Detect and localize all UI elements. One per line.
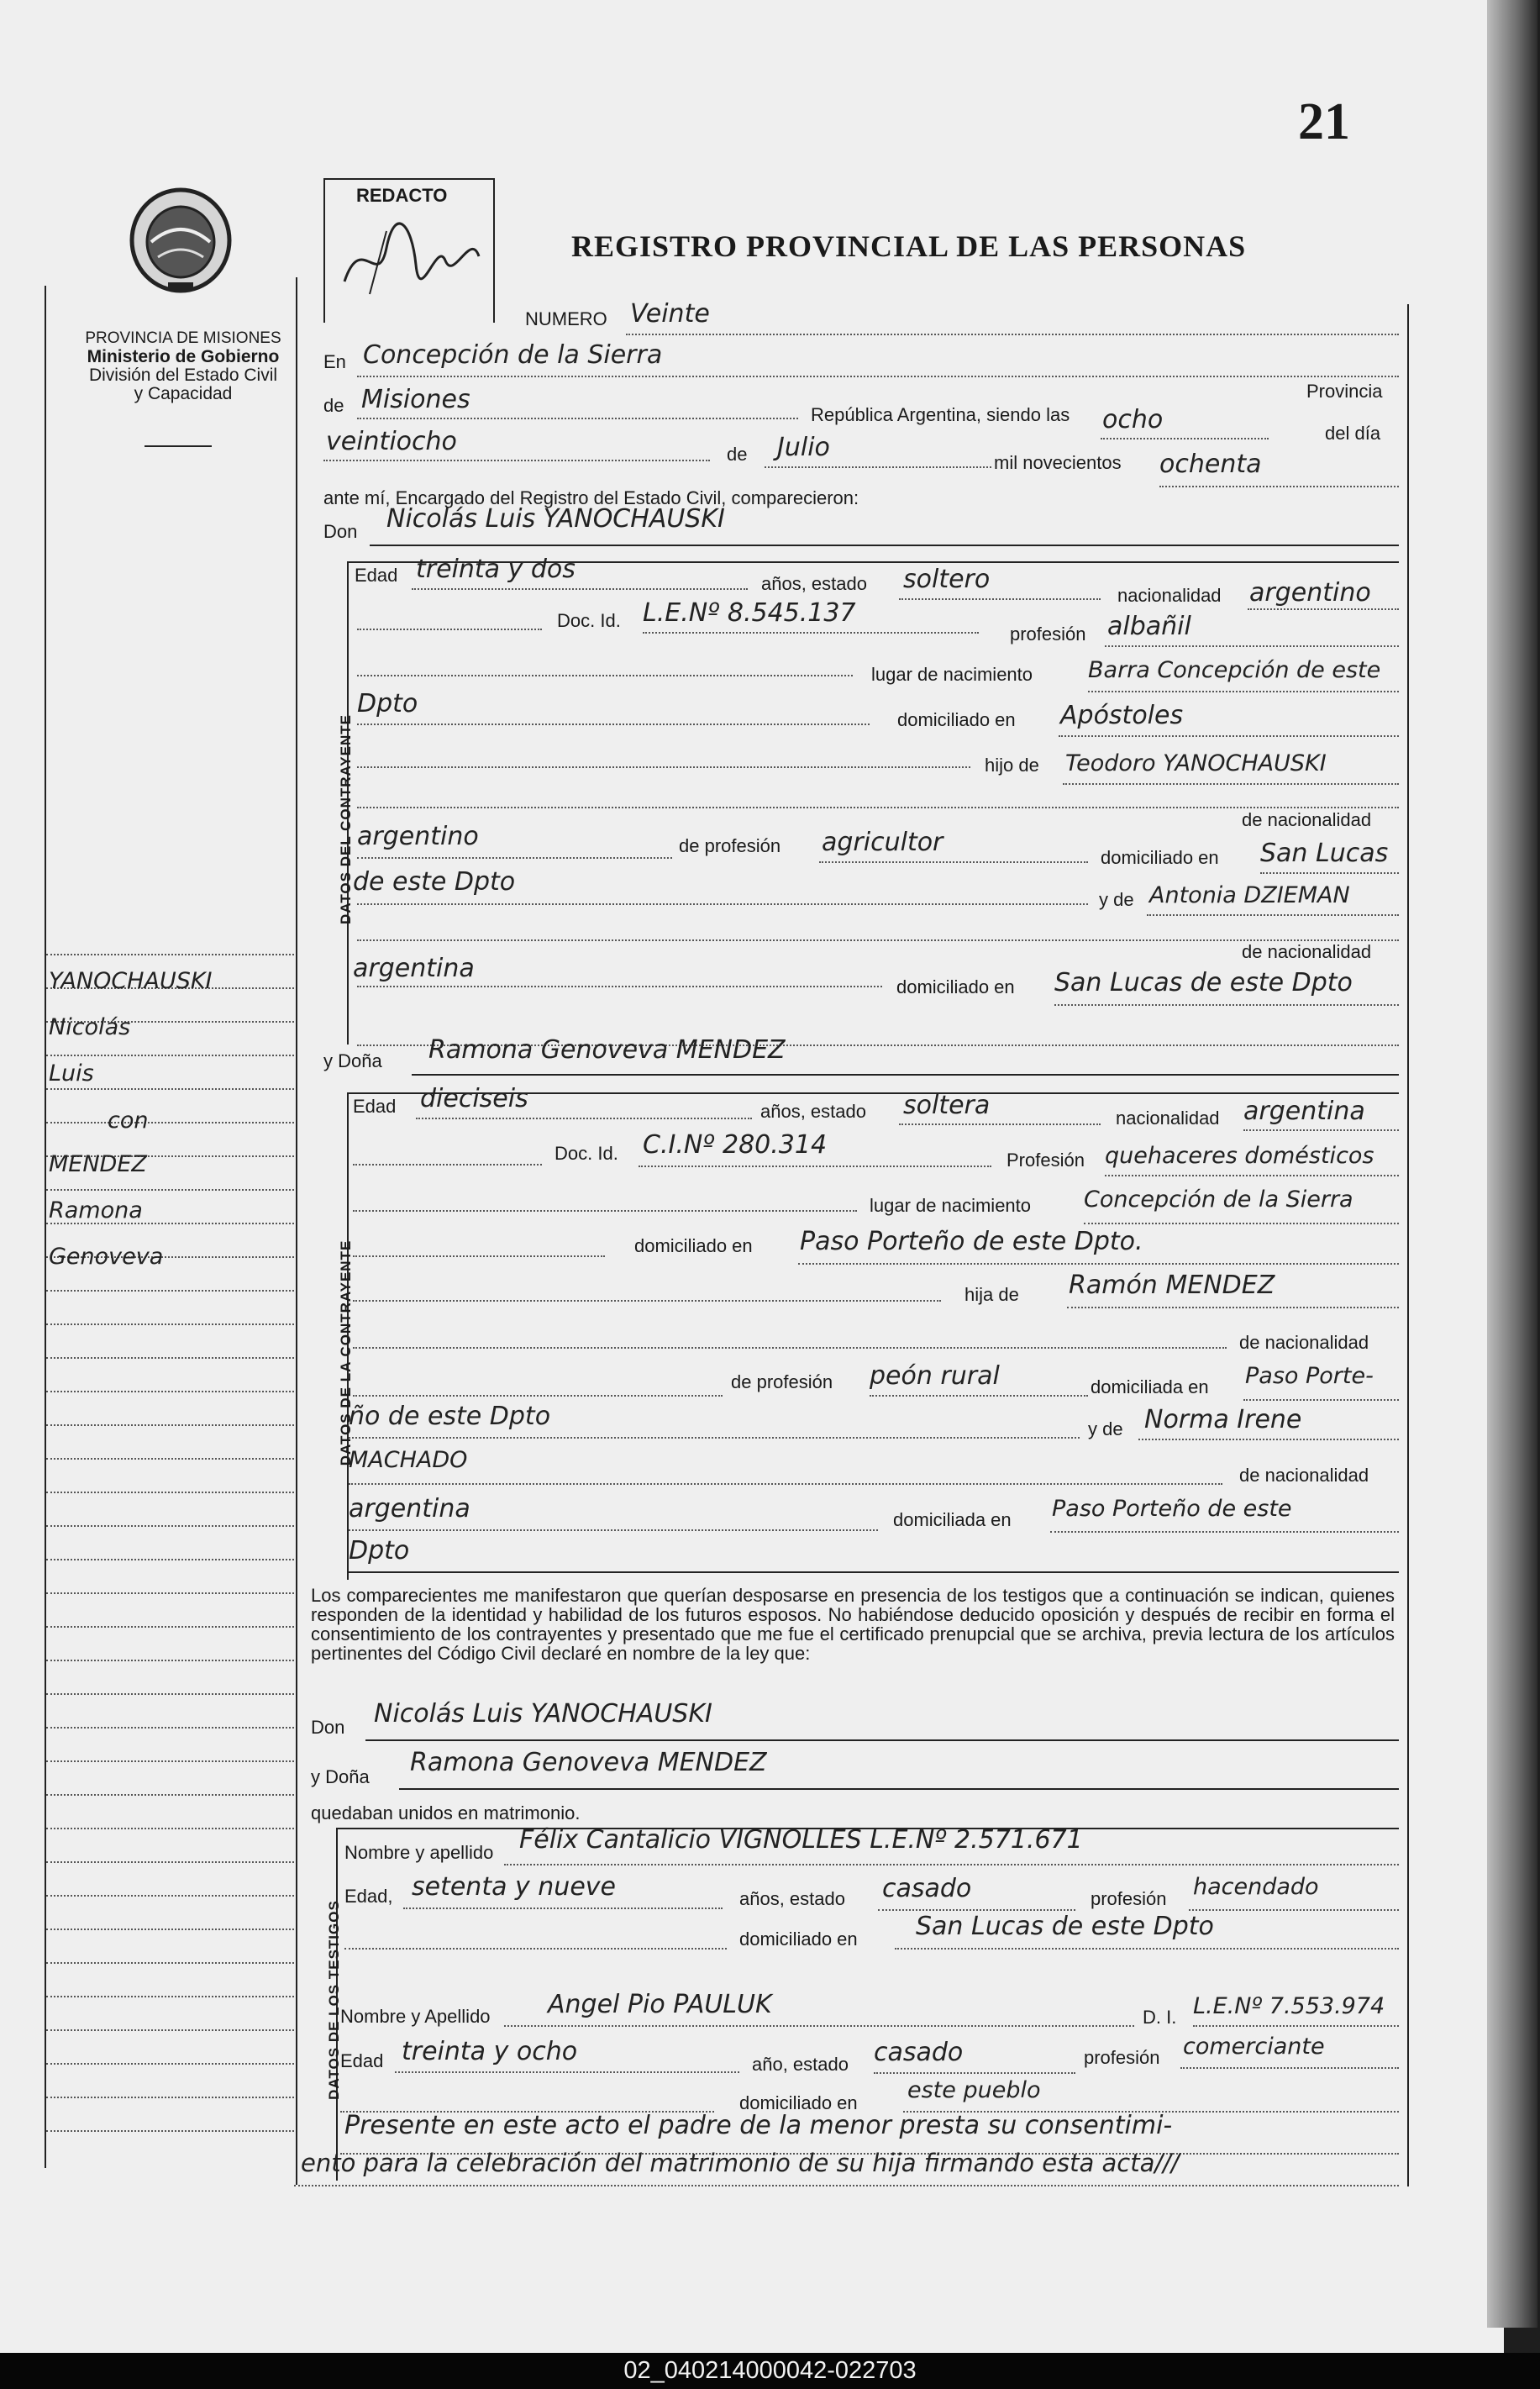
nacionalidad-label: nacionalidad [1117, 585, 1222, 606]
provincia-label: Provincia [1306, 381, 1383, 402]
hijo-label: hijo de [985, 755, 1039, 776]
margin-rule [46, 954, 294, 955]
profesion-label: profesión [1010, 624, 1086, 645]
t2-di: L.E.Nº 7.553.974 [1193, 1993, 1385, 2019]
margin-rule [46, 1592, 294, 1594]
t2-di-label: D. I. [1143, 2007, 1177, 2028]
de-nacionalidad-label-3: de nacionalidad [1239, 1332, 1369, 1353]
t1-prof-label: profesión [1091, 1888, 1167, 1909]
madre2-nombre-1: Norma Irene [1144, 1405, 1302, 1434]
margin-rule [46, 1693, 294, 1695]
hija-label: hija de [964, 1284, 1019, 1305]
padre-profesion: agricultor [822, 828, 943, 857]
redacto-label: REDACTO [356, 185, 448, 206]
contrayente-domicilio: Apóstoles [1060, 701, 1184, 730]
institution-block: PROVINCIA DE MISIONES Ministerio de Gobierno División del Estado Civil y Capacidad [85, 329, 281, 403]
contrayenta-domicilio: Paso Porteño de este Dpto. [800, 1227, 1143, 1256]
contrayenta-profesion: quehaceres domésticos [1105, 1143, 1374, 1169]
padre2-nombre: Ramón MENDEZ [1069, 1271, 1275, 1300]
margin-rule [46, 1424, 294, 1426]
hora-value: ocho [1102, 405, 1164, 434]
madre2-domiciliada-label: domiciliada en [893, 1509, 1012, 1530]
lugar-nac-label: lugar de nacimiento [871, 664, 1033, 685]
margin-rule [46, 1794, 294, 1796]
margin-rule [46, 2029, 294, 2031]
estado-label: años, estado [761, 573, 867, 594]
don-label: Don [323, 521, 358, 542]
provincial-seal-icon [124, 183, 238, 301]
registry-title: REGISTRO PROVINCIAL DE LAS PERSONAS [571, 229, 1247, 263]
margin-rule [46, 1626, 294, 1628]
padre-domiciliado-label: domiciliado en [1101, 847, 1219, 868]
contrayente-lugar-nac-1: Barra Concepción de este [1088, 657, 1381, 683]
contrayenta-nombre: Ramona Genoveva MENDEZ [428, 1035, 786, 1065]
margin-rule [46, 1996, 294, 1997]
madre-domiciliado-label: domiciliado en [896, 976, 1015, 997]
margin-rule [46, 1525, 294, 1527]
margin-name-3: Ramona [49, 1197, 143, 1223]
madre2-nacionalidad: argentina [349, 1494, 470, 1523]
anio-value: ochenta [1159, 450, 1262, 479]
contrayente-doc: L.E.Nº 8.545.137 [643, 598, 856, 628]
datos-testigos-label: DATOS DE LOS TESTIGOS [326, 1900, 342, 2100]
de-profesion-label: de profesión [679, 835, 781, 856]
domiciliado-label: domiciliado en [897, 709, 1016, 730]
contrayente-edad: treinta y dos [416, 555, 576, 584]
y-de-label: y de [1099, 889, 1134, 910]
contrayente-estado: soltero [903, 565, 991, 594]
quedaban-text: quedaban unidos en matrimonio. [311, 1802, 581, 1823]
margin-rule [46, 1492, 294, 1493]
padre2-domicilio-2: ño de este Dpto [349, 1402, 551, 1431]
margin-left-line [45, 286, 46, 2168]
estado-label-2: años, estado [760, 1101, 866, 1122]
de-nacionalidad-label-4: de nacionalidad [1239, 1465, 1369, 1486]
union-dona: Ramona Genoveva MENDEZ [410, 1748, 767, 1777]
t1-profesion: hacendado [1193, 1874, 1319, 1900]
t2-domicilio: este pueblo [907, 2077, 1041, 2103]
margin-rule [46, 1559, 294, 1560]
margin-rule [46, 1760, 294, 1762]
t1-edad: setenta y nueve [412, 1872, 616, 1902]
de-profesion-label-2: de profesión [731, 1371, 833, 1392]
dona-label: y Doña [323, 1050, 382, 1071]
margin-rule [46, 1323, 294, 1325]
margin-rule [46, 1290, 294, 1292]
margin-rule [46, 1962, 294, 1964]
margin-rule [46, 1929, 294, 1930]
numero-value: Veinte [630, 299, 710, 329]
margin-name-1: Nicolás [49, 1014, 131, 1040]
edad-label-2: Edad [353, 1096, 397, 1117]
contrayenta-edad: dieciseis [420, 1084, 528, 1113]
numero-label: NUMERO [525, 308, 607, 329]
t2-dom-label: domiciliado en [739, 2092, 858, 2113]
nota-linea-2: ento para la celebración del matrimonio de su hija firmando esta acta/// [301, 2149, 1180, 2177]
padre2-domiciliado-label: domiciliada en [1091, 1376, 1209, 1397]
t2-nombre: Angel Pio PAULUK [548, 1990, 772, 2019]
dia-value: veintiocho [326, 427, 457, 456]
lugar-value: Concepción de la Sierra [363, 340, 663, 370]
margin-rule [46, 1088, 294, 1090]
margin-rule [46, 1122, 294, 1123]
margin-right-line [296, 277, 297, 2185]
margin-rule [46, 1727, 294, 1729]
padre2-profesion: peón rural [870, 1361, 1000, 1391]
madre-nacionalidad: argentina [353, 954, 475, 983]
t1-nombre-label: Nombre y apellido [344, 1842, 494, 1863]
y-de-label-2: y de [1088, 1418, 1123, 1439]
margin-rule [46, 1189, 294, 1191]
provincia-value: Misiones [361, 385, 470, 414]
margin-rule [46, 2063, 294, 2065]
margin-rule [46, 2097, 294, 2098]
margin-rule [46, 1357, 294, 1359]
margin-rule [46, 1391, 294, 1392]
right-frame-line [1407, 304, 1409, 2186]
book-binding-edge [1487, 0, 1537, 2328]
t2-profesion: comerciante [1183, 2034, 1325, 2060]
margin-con: con [108, 1108, 149, 1134]
padre-nombre: Teodoro YANOCHAUSKI [1065, 750, 1327, 776]
de-nacionalidad-label-2: de nacionalidad [1242, 941, 1372, 962]
t1-domicilio: San Lucas de este Dpto [916, 1912, 1214, 1941]
margin-rule [46, 1055, 294, 1056]
t2-prof-label: profesión [1084, 2047, 1160, 2068]
nota-linea-1: Presente en este acto el padre de la menor presta su consentimi- [344, 2111, 1173, 2140]
nacionalidad-label-2: nacionalidad [1116, 1108, 1220, 1129]
signature-redacto [336, 214, 487, 307]
contrayenta-nacionalidad: argentina [1243, 1097, 1365, 1126]
divider [145, 445, 212, 447]
t1-estado-label: años, estado [739, 1888, 845, 1909]
contrayenta-doc: C.I.Nº 280.314 [643, 1130, 828, 1160]
t2-estado-label: año, estado [752, 2054, 849, 2075]
madre-nombre: Antonia DZIEMAN [1149, 882, 1350, 908]
scan-id-footer: 02_040214000042-022703 [0, 2353, 1540, 2389]
contrayenta-lugar-nac: Concepción de la Sierra [1084, 1187, 1353, 1213]
margin-name-2: Luis [49, 1060, 94, 1087]
t1-edad-label: Edad, [344, 1886, 393, 1907]
margin-surname-1: YANOCHAUSKI [49, 968, 213, 994]
margin-surname-2: MENDEZ [49, 1151, 147, 1177]
t2-edad: treinta y ocho [402, 2037, 578, 2066]
t1-estado: casado [882, 1874, 972, 1903]
madre2-domicilio-1: Paso Porteño de este [1052, 1496, 1292, 1522]
en-label: En [323, 351, 346, 372]
ante-mi-text: ante mí, Encargado del Registro del Estado Civil, comparecieron: [323, 487, 859, 508]
t1-nombre: Félix Cantalicio VIGNOLLES L.E.Nº 2.571.671 [519, 1825, 1083, 1855]
margin-rule [46, 1660, 294, 1661]
union-dona-label: y Doña [311, 1766, 370, 1787]
republica-label: República Argentina, siendo las [811, 404, 1070, 425]
datos-contrayenta-label: DATOS DE LA CONTRAYENTE [338, 1239, 354, 1466]
margin-rule [46, 2130, 294, 2132]
de-mes-label: de [727, 444, 748, 465]
contrayenta-estado: soltera [903, 1091, 991, 1120]
margin-rule [46, 1861, 294, 1863]
union-don: Nicolás Luis YANOCHAUSKI [374, 1699, 712, 1729]
domiciliado-label-2: domiciliado en [634, 1235, 753, 1256]
contrayente-lugar-nac-2: Dpto [357, 689, 418, 718]
contrayente-profesion: albañil [1107, 612, 1191, 641]
madre2-domicilio-2: Dpto [349, 1536, 410, 1565]
datos-contrayente-label: DATOS DEL CONTRAYENTE [338, 714, 354, 924]
margin-rule [46, 1828, 294, 1829]
t1-dom-label: domiciliado en [739, 1929, 858, 1950]
madre-domicilio: San Lucas de este Dpto [1054, 968, 1353, 997]
profesion-label-2: Profesión [1007, 1150, 1085, 1171]
t2-edad-label: Edad [340, 2050, 384, 2071]
del-dia-label: del día [1325, 423, 1381, 444]
padre2-domicilio-1: Paso Porte- [1245, 1363, 1374, 1389]
lugar-nac-label-2: lugar de nacimiento [870, 1195, 1032, 1216]
margin-rule [46, 1895, 294, 1897]
de-label: de [323, 395, 344, 416]
mes-value: Julio [777, 433, 830, 462]
madre2-nombre-2: MACHADO [349, 1447, 468, 1473]
edad-label: Edad [355, 565, 398, 586]
t2-nombre-label: Nombre y Apellido [340, 2006, 491, 2027]
declaracion-text: Los comparecientes me manifestaron que querían desposarse en presencia de los testigos que a continuación se indican, quienes responden de la identidad y habilidad de los futuros esposos. No habiéndose deducido oposición y después de recibir en forma el consentimiento de los contrayentes y presentado que me fue el certificado prenupcial que se archiva, previa lectura de los artículos pertinentes del Código Civil declaré en nombre de la ley que: [311, 1585, 1395, 1664]
padre-domicilio-2: de este Dpto [353, 867, 516, 897]
contrayente-nacionalidad: argentino [1249, 578, 1371, 608]
contrayente-nombre: Nicolás Luis YANOCHAUSKI [386, 504, 725, 534]
de-nacionalidad-label: de nacionalidad [1242, 809, 1372, 830]
mil-label: mil novecientos [994, 452, 1122, 473]
page-number: 21 [1298, 93, 1350, 150]
t2-estado: casado [874, 2038, 964, 2067]
padre-domicilio-1: San Lucas [1260, 839, 1389, 868]
doc-label-2: Doc. Id. [555, 1143, 618, 1164]
margin-rule [46, 1458, 294, 1460]
padre-nacionalidad: argentino [357, 822, 479, 851]
union-don-label: Don [311, 1717, 345, 1738]
doc-label: Doc. Id. [557, 610, 621, 631]
margin-name-4: Genoveva [49, 1244, 164, 1270]
